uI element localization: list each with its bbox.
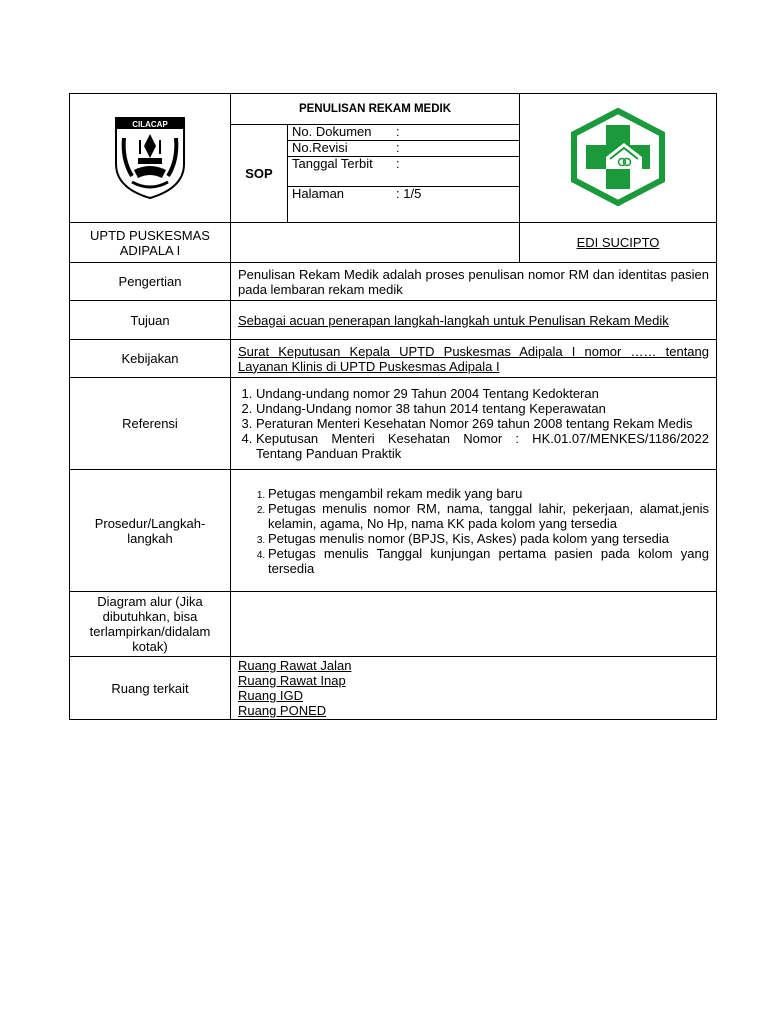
org-name [70,223,231,263]
org-name-line1: UPTD PUSKESMAS [90,227,210,243]
kebijakan-text: Surat Keputusan Kepala UPTD Puskesmas Adipala I nomor …… tentang Layanan Klinis di UPTD Puskesmas Adipala I [231,340,717,378]
prosedur-list-cell [231,470,717,592]
ruang-label: Ruang terkait [70,657,231,720]
referensi-item: 4. Keputusan Menteri Kesehatan Nomor : HK.01.07/MENKES/1186/2022 Tentang Panduan Praktik [256,431,709,461]
meta-value-no-dokumen: : [392,125,519,141]
pengertian-text: Penulisan Rekam Medik adalah proses penulisan nomor RM dan identitas pasien pada lembaran rekam medik [231,263,717,301]
tujuan-label: Tujuan [70,301,231,340]
org-empty-cell [231,223,520,263]
sop-document-table [69,93,717,720]
prosedur-item: 1. Petugas mengambil rekam medik yang baru [268,486,709,501]
sop-label: SOP [231,125,288,223]
tujuan-text: Sebagai acuan penerapan langkah-langkah untuk Penulisan Rekam Medik [231,301,717,340]
referensi-item: 3. Peraturan Menteri Kesehatan Nomor 269 tahun 2008 tentang Rekam Medis [256,416,709,431]
diagram-label: Diagram alur (Jika dibutuhkan, bisa terlampirkan/didalam kotak) [70,592,231,657]
prosedur-list [238,486,709,576]
ruang-item: Ruang Rawat Inap [238,673,346,688]
diagram-content [231,592,717,657]
document-title: PENULISAN REKAM MEDIK [231,94,520,125]
ruang-item: Ruang Rawat Jalan [238,658,352,673]
cilacap-logo-cell [70,94,231,223]
meta-value-no-revisi: : [392,141,519,157]
meta-key-halaman: Halaman [292,186,345,201]
cilacap-logo-text: CILACAP [132,119,168,129]
signer-name: EDI SUCIPTO [520,223,717,263]
org-name-line2: ADIPALA I [119,242,181,258]
puskesmas-logo-icon [566,107,670,207]
meta-value-tanggal-terbit: : [392,157,519,187]
puskesmas-logo-cell [520,94,717,223]
document-meta-cell [288,125,520,223]
prosedur-item: 2. Petugas menulis nomor RM, nama, tanggal lahir, pekerjaan, alamat,jenis kelamin, agama, No Hp, nama KK pada kolom yang tersedia [268,501,709,531]
referensi-list-cell [231,378,717,470]
meta-value-halaman: : 1/5 [396,186,422,201]
kebijakan-label: Kebijakan [70,340,231,378]
cilacap-regency-emblem-icon [110,114,190,200]
meta-key-tanggal-terbit: Tanggal Terbit [288,157,392,187]
referensi-list [238,386,709,461]
prosedur-item: 4. Petugas menulis Tanggal kunjungan pertama pasien pada kolom yang tersedia [268,546,709,576]
prosedur-label: Prosedur/Langkah-langkah [70,470,231,592]
ruang-item: Ruang PONED [238,703,327,718]
ruang-list-cell [231,657,717,720]
meta-key-no-dokumen: No. Dokumen [288,125,392,141]
document-meta-table [288,125,519,202]
referensi-item: 1. Undang-undang nomor 29 Tahun 2004 Tentang Kedokteran [256,386,709,401]
referensi-item: 2. Undang-Undang nomor 38 tahun 2014 tentang Keperawatan [256,401,709,416]
ruang-item: Ruang IGD [238,688,304,703]
pengertian-label: Pengertian [70,263,231,301]
referensi-label: Referensi [70,378,231,470]
meta-key-no-revisi: No.Revisi [288,141,392,157]
prosedur-item: 3. Petugas menulis nomor (BPJS, Kis, Askes) pada kolom yang tersedia [268,531,709,546]
